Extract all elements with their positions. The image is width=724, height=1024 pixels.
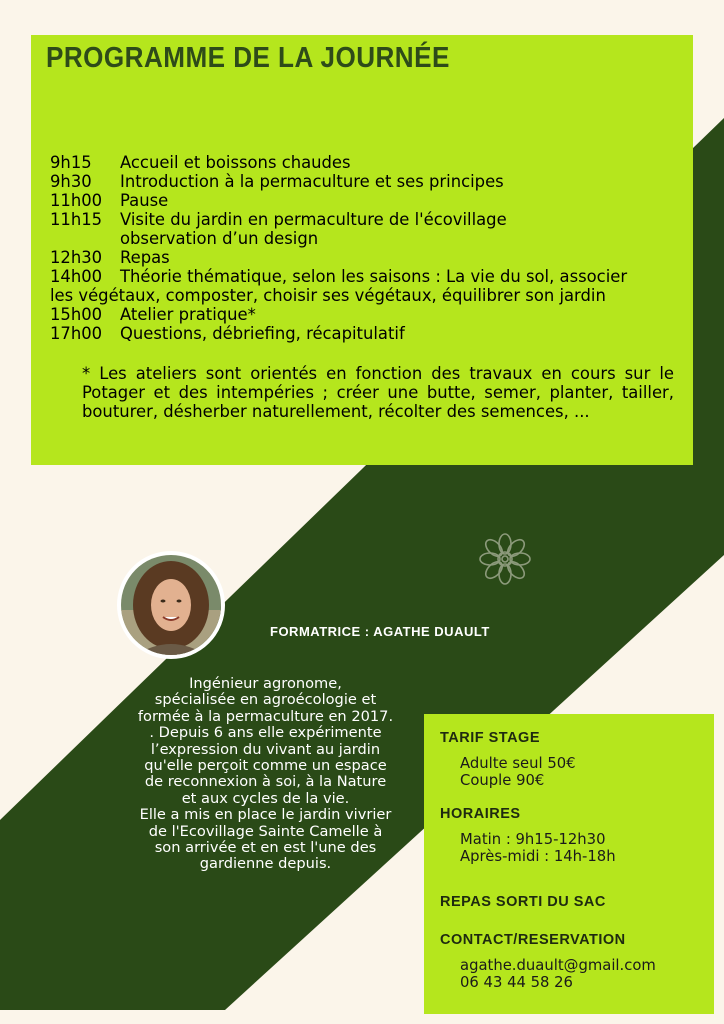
bio-line: et aux cycles de la vie.	[181, 789, 350, 807]
schedule-activity: Accueil et boissons chaudes	[120, 153, 351, 172]
schedule-row	[50, 305, 680, 324]
trainer-bio	[123, 676, 408, 873]
workshop-note: * Les ateliers sont orientés en fonction des travaux en cours sur le Potager et des intempéries ; créer une butte, semer, planter, tailler, bouturer, désherber naturellement, récolter des semences, ...	[82, 364, 674, 421]
schedule-row	[50, 324, 680, 343]
schedule-time: 14h00	[50, 267, 103, 286]
bio-line: l’expression du vivant au jardin	[150, 740, 381, 758]
contact-phone: 06 43 44 58 26	[460, 973, 573, 991]
bio-line: qu'elle perçoit comme un espace	[144, 757, 387, 775]
schedule-continuation: observation d’un design	[120, 229, 319, 248]
tarif-line: Adulte seul 50€	[460, 755, 576, 772]
contact-email: agathe.duault@gmail.com	[460, 957, 656, 974]
portrait-image	[121, 555, 221, 655]
schedule-row	[50, 191, 680, 210]
schedule-activity: Visite du jardin en permaculture de l'écovillage	[120, 210, 507, 229]
tarif-title: TARIF STAGE	[440, 730, 541, 746]
schedule-wrap: les végétaux, composter, choisir ses végétaux, équilibrer son jardin	[50, 286, 606, 305]
tarif-line: Couple 90€	[460, 771, 545, 789]
schedule-row	[50, 248, 680, 267]
bio-line: Ingénieur agronome,	[189, 675, 342, 692]
schedule-time: 9h15	[50, 153, 92, 172]
schedule-row	[50, 172, 680, 191]
bio-line: formée à la permaculture en 2017.	[137, 707, 394, 725]
contact-title: CONTACT/RESERVATION	[440, 932, 626, 948]
schedule-time: 11h15	[50, 210, 103, 229]
bio-line: Elle a mis en place le jardin vivrier	[139, 806, 392, 824]
repas-title: REPAS SORTI DU SAC	[440, 894, 606, 910]
contact-details	[460, 958, 656, 991]
horaires-line: Matin : 9h15-12h30	[460, 831, 606, 848]
bio-line: son arrivée et en est l'une des	[154, 839, 377, 857]
bio-line: gardienne depuis.	[199, 855, 332, 873]
schedule-activity: Questions, débriefing, récapitulatif	[120, 324, 405, 343]
schedule-activity: Atelier pratique*	[120, 305, 256, 324]
bio-line: de l'Ecovillage Sainte Camelle à	[148, 822, 383, 840]
mandala-icon	[476, 530, 534, 588]
schedule-row	[50, 210, 680, 229]
schedule-time: 17h00	[50, 324, 103, 343]
info-box	[424, 714, 714, 1014]
bio-line: de reconnexion à soi, à la Nature	[144, 773, 387, 791]
schedule-list	[50, 153, 680, 343]
schedule-time: 9h30	[50, 172, 92, 191]
schedule-row	[50, 153, 680, 172]
horaires-title: HORAIRES	[440, 806, 521, 822]
schedule-time: 11h00	[50, 191, 103, 210]
program-title: PROGRAMME DE LA JOURNÉE	[46, 42, 450, 74]
bio-line: spécialisée en agroécologie et	[154, 691, 377, 709]
schedule-activity: Théorie thématique, selon les saisons : La vie du sol, associer	[120, 267, 628, 286]
schedule-activity: Repas	[120, 248, 170, 267]
horaires-details	[460, 832, 616, 865]
schedule-time: 15h00	[50, 305, 103, 324]
trainer-photo	[117, 551, 225, 659]
trainer-label: FORMATRICE : AGATHE DUAULT	[270, 624, 490, 639]
tarif-details	[460, 756, 576, 789]
schedule-activity: Pause	[120, 191, 169, 210]
horaires-line: Après-midi : 14h-18h	[460, 847, 616, 865]
schedule-time: 12h30	[50, 248, 103, 267]
schedule-row	[50, 267, 680, 286]
schedule-activity: Introduction à la permaculture et ses principes	[120, 172, 504, 191]
bio-line: . Depuis 6 ans elle expérimente	[149, 724, 382, 742]
